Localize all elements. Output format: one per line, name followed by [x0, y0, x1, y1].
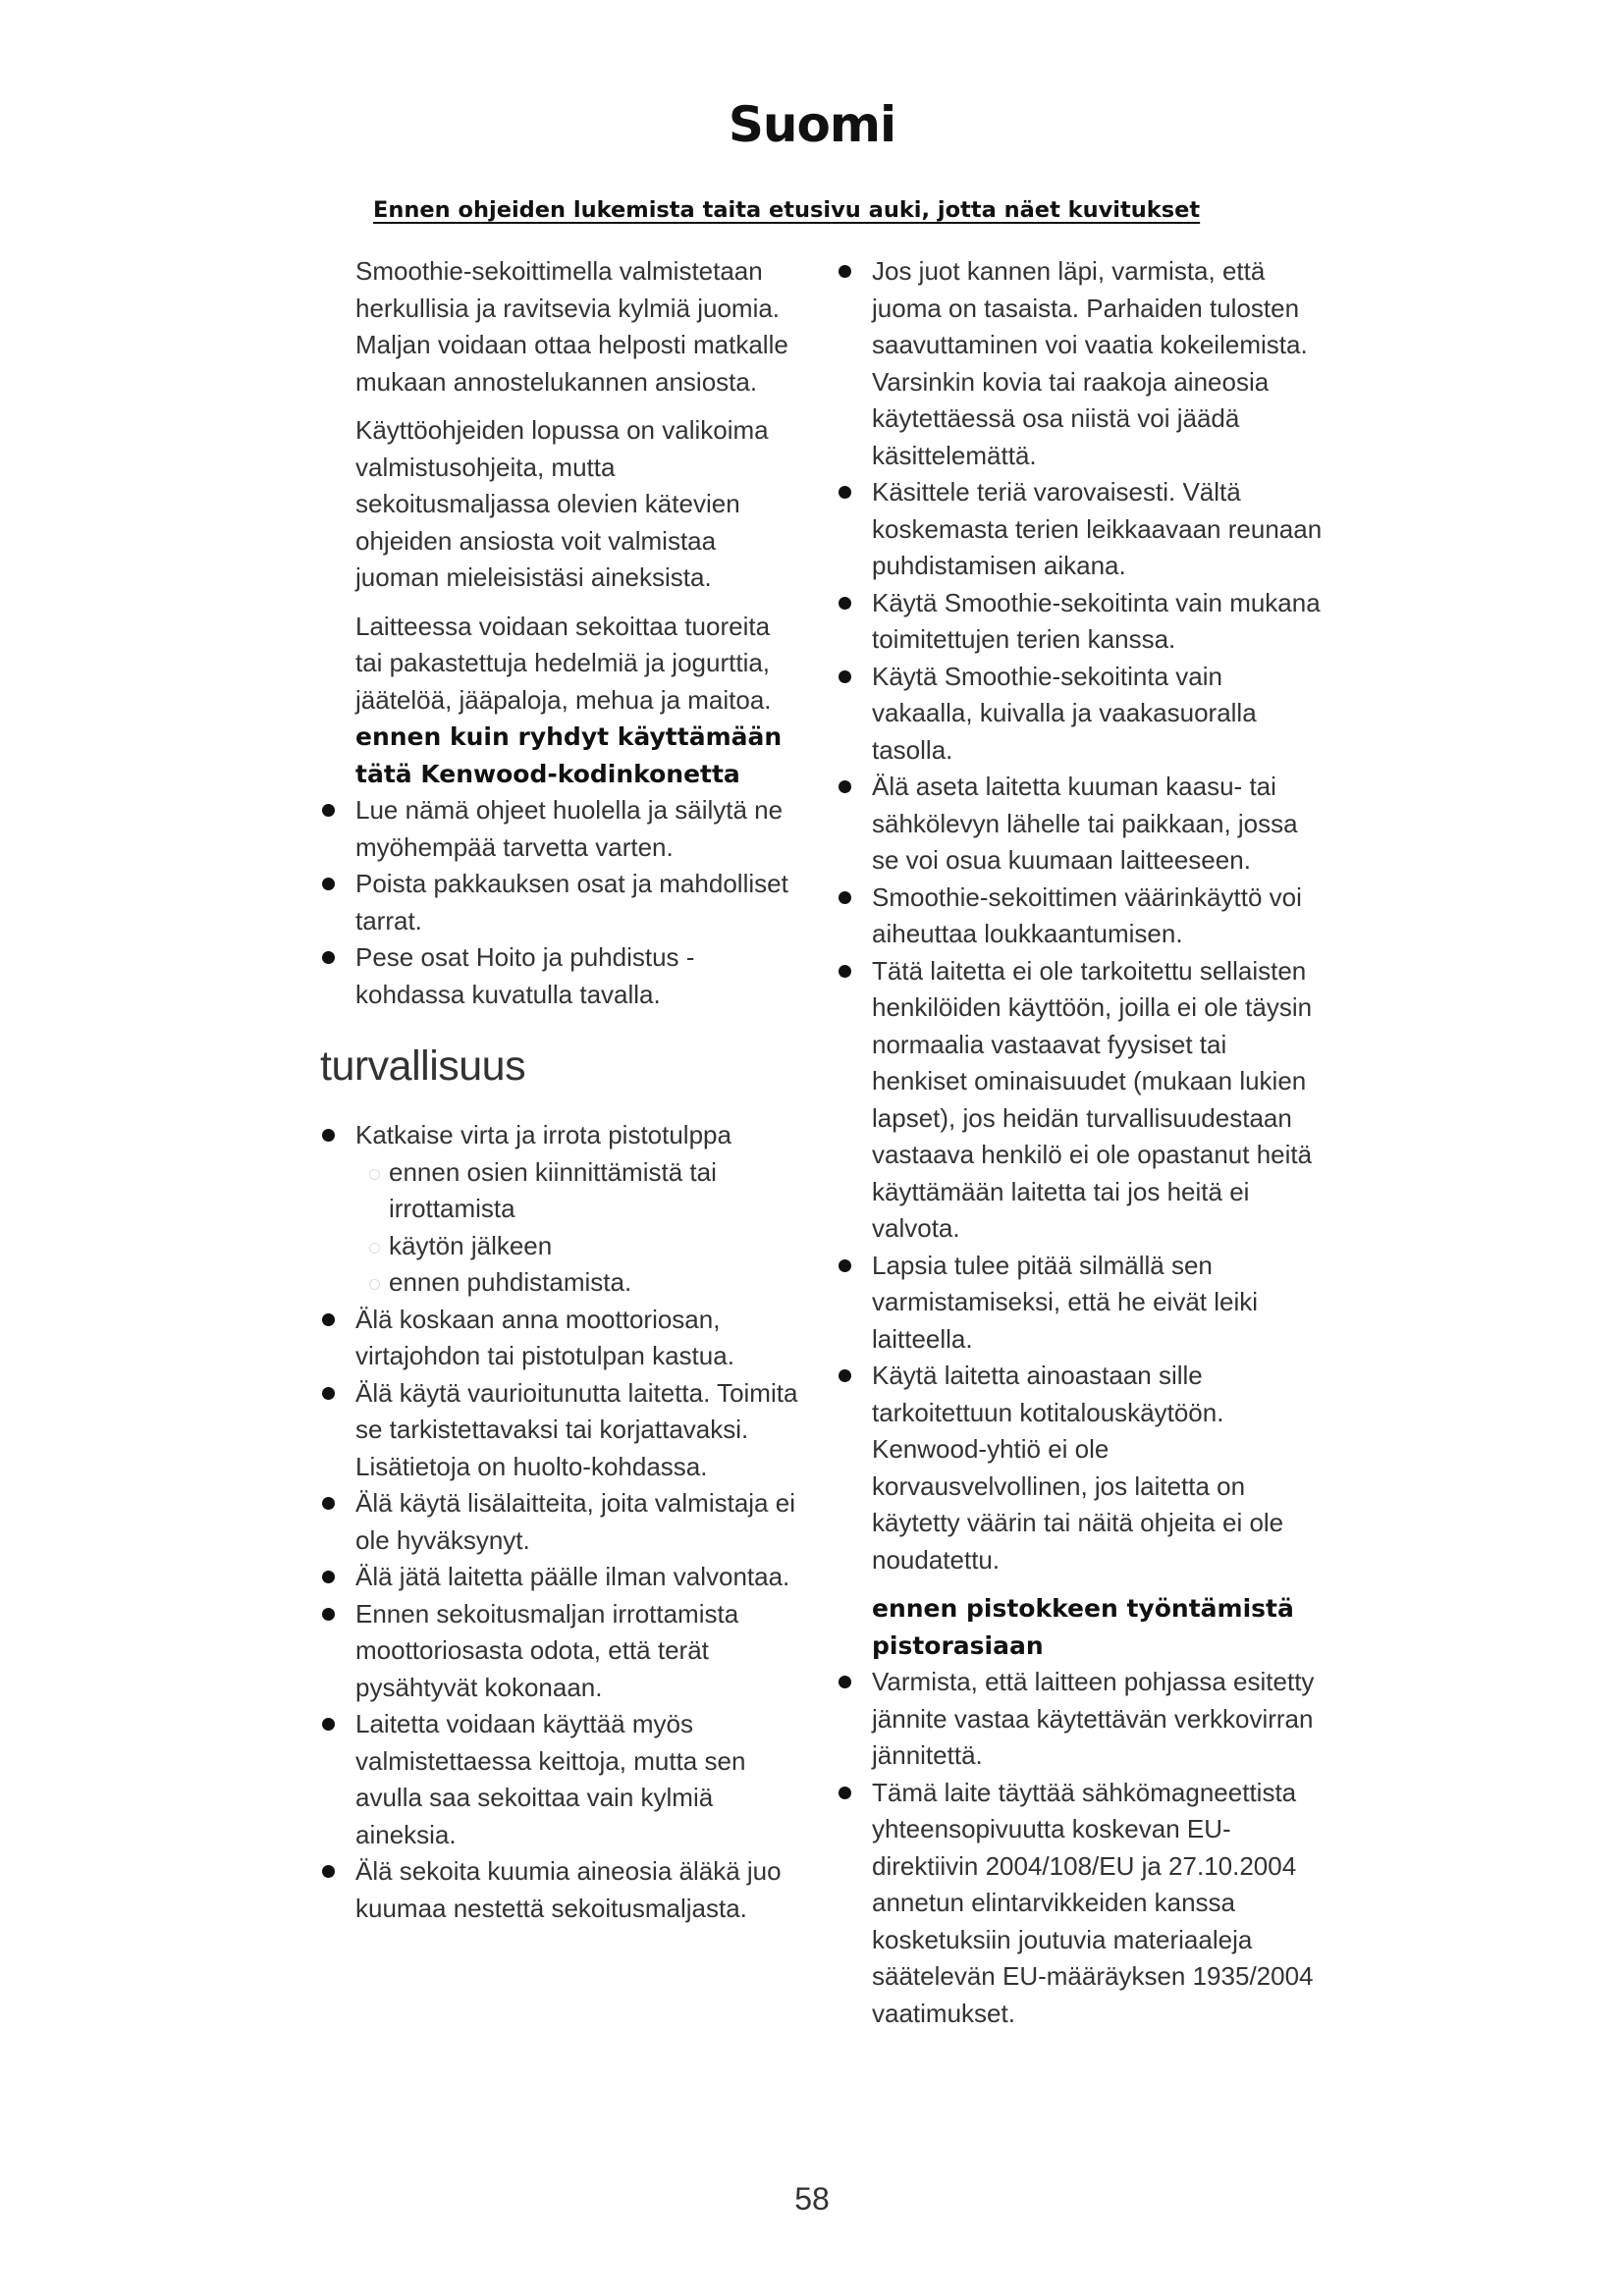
- list-item: Käytä laitetta ainoastaan sille tarkoitettuun kotitalouskäytöön. Kenwood-yhtiö ei ole korvausvelvollinen, jos laitetta on käytetty väärin tai näitä ohjeita ei ole noudatettu.: [837, 1358, 1327, 1578]
- list-item: Käytä Smoothie-sekoitinta vain mukana toimitettujen terien kanssa.: [837, 585, 1327, 659]
- page-number: 58: [794, 2181, 830, 2216]
- list-item: Älä jätä laitetta päälle ilman valvontaa.: [320, 1559, 801, 1596]
- list-item: Tätä laitetta ei ole tarkoitettu sellaisten henkilöiden käyttöön, joilla ei ole täysin normaalia vastaavat fyysiset tai henkiset ominaisuudet (mukaan lukien lapset), jos heidän turvallisuudestaan vastaava henkilö ei ole opastanut heitä käyttämään laitetta tai jos heitä ei valvota.: [837, 953, 1327, 1248]
- right-column: [837, 253, 1327, 2032]
- before-use-list: [320, 792, 801, 1013]
- list-item: Varmista, että laitteen pohjassa esitetty jännite vastaa käytettävän verkkovirran jännitettä.: [837, 1664, 1327, 1775]
- safety-sub-list: [365, 1154, 801, 1302]
- before-use-heading: ennen kuin ryhdyt käyttämään tätä Kenwood-kodinkonetta: [355, 722, 783, 788]
- list-item: Älä aseta laitetta kuuman kaasu- tai sähkölevyn lähelle tai paikkaan, jossa se voi osua kuumaan laitteeseen.: [837, 769, 1327, 880]
- page-title: Suomi: [728, 96, 896, 153]
- intro-paragraph: Käyttöohjeiden lopussa on valikoima valmistusohjeita, mutta sekoitusmaljassa olevien kätevien ohjeiden ansiosta voit valmistaa juoman mieleisistäsi aineksista.: [355, 415, 769, 592]
- list-item: Käsittele teriä varovaisesti. Vältä koskemasta terien leikkaavaan reunaan puhdistamisen aikana.: [837, 474, 1327, 585]
- left-column: [320, 253, 801, 1927]
- list-item: Lapsia tulee pitää silmällä sen varmistamiseksi, että he eivät leiki laitteella.: [837, 1248, 1327, 1359]
- subtitle: Ennen ohjeiden lukemista taita etusivu auki, jotta näet kuvitukset: [373, 197, 1201, 223]
- intro-paragraph: Laitteessa voidaan sekoittaa tuoreita tai pakastettuja hedelmiä ja jogurttia, jäätelöä, jääpaloja, mehua ja maitoa.: [355, 611, 772, 715]
- list-item: Smoothie-sekoittimen väärinkäyttö voi aiheuttaa loukkaantumisen.: [837, 880, 1327, 953]
- intro-paragraph: Smoothie-sekoittimella valmistetaan herkullisia ja ravitsevia kylmiä juomia. Maljan voidaan ottaa helposti matkalle mukaan annostelukannen ansiosta.: [355, 256, 788, 397]
- list-item-text: Katkaise virta ja irrota pistotulppa: [355, 1120, 731, 1149]
- plug-heading: ennen pistokkeen työntämistä pistorasiaan: [872, 1594, 1294, 1660]
- list-item: Ennen sekoitusmaljan irrottamista moottoriosasta odota, että terät pysähtyvät kokonaan.: [320, 1596, 801, 1707]
- list-item: Käytä Smoothie-sekoitinta vain vakaalla, kuivalla ja vaakasuoralla tasolla.: [837, 659, 1327, 770]
- sub-list-item: ennen puhdistamista.: [365, 1264, 801, 1302]
- safety-heading: turvallisuus: [320, 1042, 526, 1090]
- list-item: Lue nämä ohjeet huolella ja säilytä ne myöhempää tarvetta varten.: [320, 792, 801, 866]
- safety-list-continued: [837, 253, 1327, 1578]
- list-item: Pese osat Hoito ja puhdistus -kohdassa kuvatulla tavalla.: [320, 939, 801, 1013]
- list-item: Jos juot kannen läpi, varmista, että juoma on tasaista. Parhaiden tulosten saavuttaminen voi vaatia kokeilemista. Varsinkin kovia tai raakoja aineosia käytettäessä osa niistä voi jäädä käsittelemättä.: [837, 253, 1327, 474]
- list-item: Tämä laite täyttää sähkömagneettista yhteensopivuutta koskevan EU-direktiivin 2004/108/EU ja 27.10.2004 annetun elintarvikkeiden kanssa kosketuksiin joutuvia materiaaleja säätelevän EU-määräyksen 1935/2004 vaatimukset.: [837, 1775, 1327, 2033]
- list-item: Älä sekoita kuumia aineosia äläkä juo kuumaa nestettä sekoitusmaljasta.: [320, 1853, 801, 1927]
- list-item: Älä käytä lisälaitteita, joita valmistaja ei ole hyväksynyt.: [320, 1485, 801, 1559]
- plug-list: [837, 1664, 1327, 2032]
- list-item: Älä käytä vaurioitunutta laitetta. Toimita se tarkistettavaksi tai korjattavaksi. Lisätietoja on huolto-kohdassa.: [320, 1375, 801, 1486]
- sub-list-item: käytön jälkeen: [365, 1228, 801, 1265]
- safety-list: [320, 1117, 801, 1927]
- list-item: Poista pakkauksen osat ja mahdolliset tarrat.: [320, 866, 801, 939]
- list-item: Laitetta voidaan käyttää myös valmistettaessa keittoja, mutta sen avulla saa sekoittaa vain kylmiä aineksia.: [320, 1706, 801, 1853]
- list-item: [320, 1117, 801, 1302]
- list-item: Älä koskaan anna moottoriosan, virtajohdon tai pistotulpan kastua.: [320, 1302, 801, 1375]
- sub-list-item: ennen osien kiinnittämistä tai irrottamista: [365, 1154, 801, 1228]
